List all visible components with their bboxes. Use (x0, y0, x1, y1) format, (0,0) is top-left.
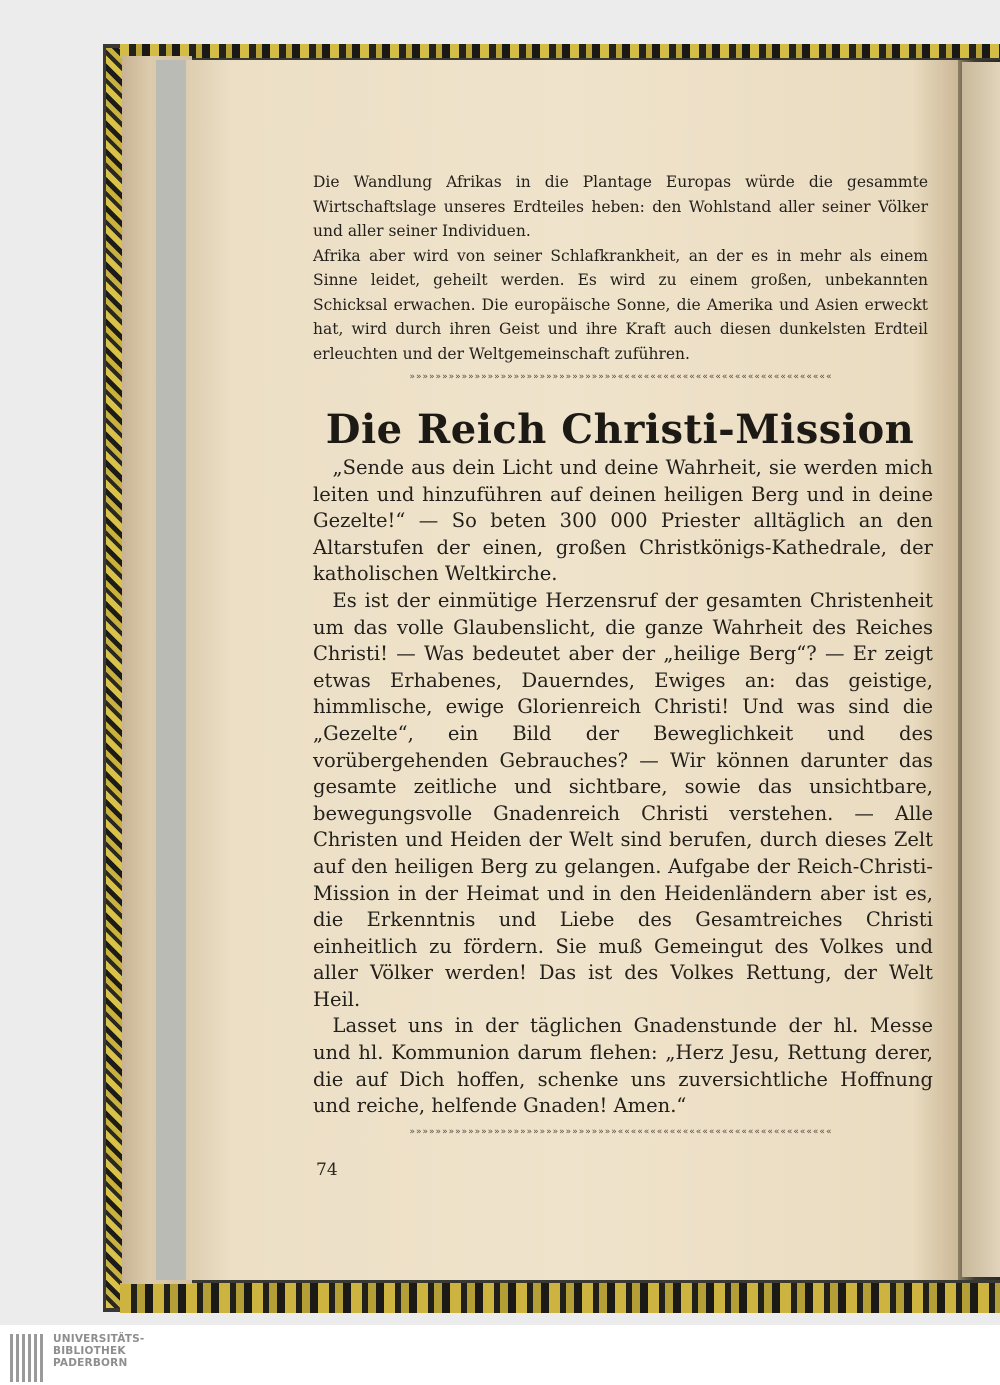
library-logo-text (53, 1333, 144, 1369)
page-number: 74 (316, 1160, 338, 1180)
intro-text (313, 170, 928, 366)
marbled-edge-bottom (120, 1283, 1000, 1313)
gutter-strip (156, 60, 186, 1280)
paragraph: Die Wandlung Afrikas in die Plantage Europas würde die gesammte Wirtschaftslage unseres Erdteiles heben: den Wohlstand aller seiner Völker und aller seiner Individuen. (313, 173, 928, 240)
paragraph: Afrika aber wird von seiner Schlafkrankheit, an der es in mehr als einem Sinne leidet, geheilt werden. Es wird zu einem großen, unbekannten Schicksal erwachen. Die europäische Sonne, die Amerika und Asien erweckt hat, wird durch ihren Geist und ihre Kraft auch diesen dunkelsten Erdteil erleuchten und der Weltgemeinschaft zuführen. (313, 246, 928, 363)
ornament-divider: »»»»»»»»»»»»»»»»»»»»»»»»»»»»»»»»««««««««««««««««««««««««««««««««« (409, 372, 833, 382)
logo-line: BIBLIOTHEK (53, 1345, 126, 1357)
logo-line: PADERBORN (53, 1357, 128, 1369)
library-logo-area (0, 1325, 1000, 1385)
paragraph: Lasset uns in der täglichen Gnadenstunde der hl. Messe und hl. Kommunion darum flehen: „Herz Jesu, Rettung derer, die auf Dich hoffen, schenke uns zuversichtliche Hoffnung und reiche, helfende Gnaden! Amen.“ (313, 1014, 933, 1118)
paragraph: Es ist der einmütige Herzensruf der gesamten Christenheit um das volle Glaubenslicht, die ganze Wahrheit des Reiches Christi! — Was bedeutet aber der „heilige Berg“? — Er zeigt etwas Erhabenes, Dauerndes, Ewiges an: das geistige, himmlische, ewige Glorienreich Christi! Und was sind die „Gezelte“, ein Bild der Beweglichkeit und des vorübergehenden Gebrauches? — Wir können darunter das gesamte zeitliche und sichtbare, sowie das unsichtbare, bewegungsvolle Gnadenreich Christi verstehen. — Alle Christen und Heiden der Welt sind berufen, durch dieses Zelt auf den heiligen Berg zu gelangen. Aufgabe der Reich-Christi-Mission in der Heimat und in den Heidenländern aber ist es, die Erkenntnis und Liebe des Gesamtreiches Christi einheitlich zu fördern. Sie muß Gemeingut des Volkes und aller Völker werden! Das ist des Volkes Rettung, der Welt Heil. (313, 588, 933, 1011)
section-heading: Die Reich Christi-Mission (325, 406, 915, 453)
paragraph: „Sende aus dein Licht und deine Wahrheit, sie werden mich leiten und hinzuführen auf deinen heiligen Berg und in deine Gezelte!“ — So beten 300 000 Priester alltäglich an den Altarstufen der einen, großen Christkönigs-Kathedrale, der katholischen Weltkirche. (313, 456, 933, 586)
ornament-divider: »»»»»»»»»»»»»»»»»»»»»»»»»»»»»»»»««««««««««««««««««««««««««««««««« (409, 1127, 833, 1137)
right-page-edge (962, 62, 1000, 1277)
logo-line: UNIVERSITÄTS- (53, 1333, 145, 1345)
main-text (313, 455, 933, 1120)
marbled-edge-top (120, 44, 1000, 58)
